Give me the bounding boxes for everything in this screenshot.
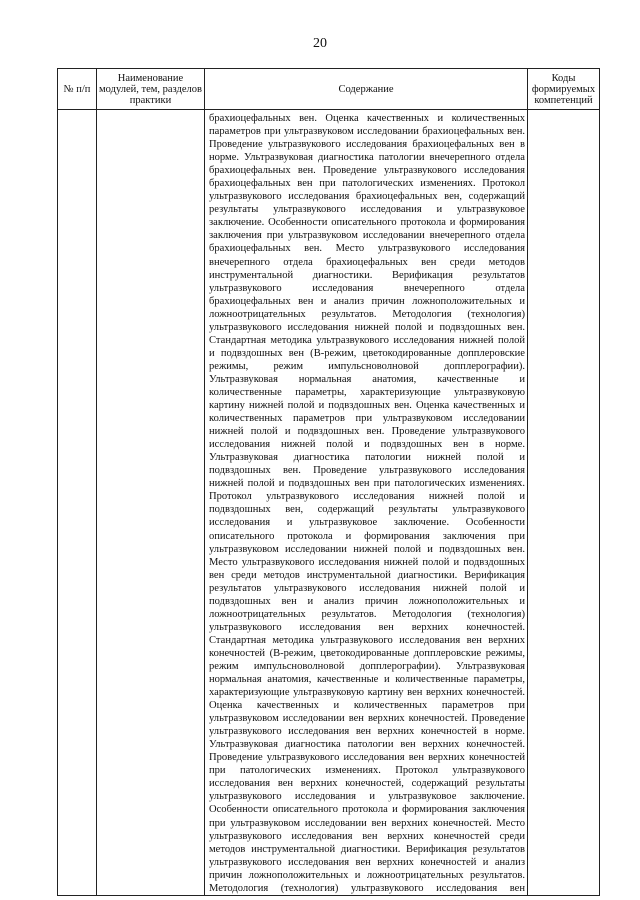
- cell-module-name: [97, 110, 205, 896]
- content-line: параметров при ультразвуковом исследовании брахиоцефальных вен.: [209, 126, 525, 138]
- content-line: подвздошных вен. Проведение ультразвукового исследования: [209, 465, 525, 477]
- content-line: Проведение ультразвукового исследования брахиоцефальных вен в: [209, 139, 525, 151]
- content-line: Ультразвуковая диагностика патологии вен верхних конечностей.: [209, 739, 525, 751]
- content-line: ультразвукового исследования и ультразвуковое заключение.: [209, 791, 525, 803]
- content-line: режим импульсноволновой допплерографии). Ультразвуковая: [209, 660, 525, 672]
- content-line: ультразвуковом исследовании нижней полой и подвздошных вен.: [209, 543, 525, 555]
- content-line: результатов ультразвукового исследования нижней полой и: [209, 582, 525, 594]
- cell-number: [58, 110, 97, 896]
- content-line: Место ультразвукового исследования нижней полой и подвздошных: [209, 556, 525, 568]
- content-line: Протокол ультразвукового исследования нижней полой и: [209, 491, 525, 503]
- content-line: ультразвукового исследования вен верхних конечностей в норме.: [209, 726, 525, 738]
- content-line: исследования и ультразвуковое заключение. Особенности: [209, 517, 525, 529]
- table-row: [58, 110, 600, 896]
- header-content: Содержание: [205, 69, 528, 110]
- content-line: при ультразвуковом исследовании вен верхних конечностей. Место: [209, 817, 525, 829]
- content-line: методов инструментальной диагностики. Верификация результатов: [209, 843, 525, 855]
- content-line: конечностей (В-режим, цветокодированные допплеровские режимы,: [209, 647, 525, 659]
- content-line: заключения при ультразвуковом исследовании внечерепного отдела: [209, 230, 525, 242]
- content-line: брахиоцефальных вен при патологических изменениях. Протокол: [209, 178, 525, 190]
- content-line: нормальная анатомия, качественные и количественные параметры,: [209, 674, 525, 686]
- content-line: ультразвукового исследования нижней полой и подвздошных вен.: [209, 321, 525, 333]
- content-line: результаты ультразвукового исследования и ультразвуковое: [209, 204, 525, 216]
- content-line: ложноотрицательных результатов. Методология (технология): [209, 308, 525, 320]
- content-line: количественные параметры, характеризующие ультразвуковую: [209, 386, 525, 398]
- content-line: количественных параметров при ультразвуковом исследовании: [209, 413, 525, 425]
- content-line: при патологических изменениях. Протокол ультразвукового: [209, 765, 525, 777]
- content-line: описательного протокола и формирования заключения при: [209, 530, 525, 542]
- content-line: брахиоцефальных вен. Оценка качественных и количественных: [209, 113, 525, 124]
- content-line: Методология (технология) ультразвукового исследования вен: [209, 882, 525, 894]
- content-line: исследования нижней полой и подвздошных вен в норме.: [209, 439, 525, 451]
- content-line: Ультразвуковая диагностика патологии нижней полой и: [209, 452, 525, 464]
- content-line: картину нижней полой и подвздошных вен. Оценка качественных и: [209, 400, 525, 412]
- content-line: ультразвуковом исследовании вен верхних конечностей. Проведение: [209, 713, 525, 725]
- content-line: инструментальной диагностики. Верификация результатов: [209, 269, 525, 281]
- content-line: подвздошных вен, содержащий результаты ультразвукового: [209, 504, 525, 516]
- content-line: брахиоцефальных вен и анализ причин ложноположительных и: [209, 295, 525, 307]
- content-line: ультразвукового исследования вен верхних конечностей.: [209, 621, 525, 633]
- page-number: 20: [313, 36, 327, 51]
- table-header-row: [58, 69, 600, 110]
- content-line: ультразвукового исследования вен верхних конечностей и анализ: [209, 856, 525, 868]
- header-module-name: Наименование модулей, тем, разделов практики: [97, 69, 205, 110]
- content-line: нижней полой и подвздошных вен при патологических изменениях.: [209, 478, 525, 490]
- content-line: Стандартная методика ультразвукового исследования нижней полой: [209, 334, 525, 346]
- content-line: Особенности описательного протокола и формирования заключения: [209, 804, 525, 816]
- cell-content: [205, 110, 528, 896]
- content-line: подвздошных вен и анализ причин ложноположительных и: [209, 595, 525, 607]
- content-line: исследования вен верхних конечностей, содержащий результаты: [209, 778, 525, 790]
- curriculum-table: [57, 68, 600, 896]
- content-line: заключение. Особенности описательного протокола и формирования: [209, 217, 525, 229]
- content-line: вен среди методов инструментальной диагностики. Верификация: [209, 569, 525, 581]
- content-line: ультразвукового исследования вен верхних конечностей среди: [209, 830, 525, 842]
- content-line: характеризующие ультразвуковую картину вен верхних конечностей.: [209, 687, 525, 699]
- content-line: брахиоцефальных вен. Проведение ультразвукового исследования: [209, 165, 525, 177]
- content-line: Оценка качественных и количественных параметров при: [209, 700, 525, 712]
- content-line: внечерепного отдела брахиоцефальных вен среди методов: [209, 256, 525, 268]
- content-line: Ультразвуковая нормальная анатомия, качественные и: [209, 373, 525, 385]
- content-line: режимы, режим импульсноволновой допплерографии).: [209, 360, 525, 372]
- content-line: нижней полой и подвздошных вен. Проведение ультразвукового: [209, 426, 525, 438]
- content-line: Стандартная методика ультразвукового исследования вен верхних: [209, 634, 525, 646]
- content-line: причин ложноположительных и ложноотрицательных результатов.: [209, 869, 525, 881]
- content-line: ультразвукового исследования брахиоцефальных вен, содержащий: [209, 191, 525, 203]
- header-number: № п/п: [58, 69, 97, 110]
- content-line: норме. Ультразвуковая диагностика патологии внечерепного отдела: [209, 152, 525, 164]
- content-line: и подвздошных вен (В-режим, цветокодированные допплеровские: [209, 347, 525, 359]
- cell-competence-codes: [528, 110, 600, 896]
- content-line: брахиоцефальных вен. Место ультразвукового исследования: [209, 243, 525, 255]
- content-line: Проведение ультразвукового исследования вен верхних конечностей: [209, 752, 525, 764]
- content-line: ложноотрицательных результатов. Методология (технология): [209, 608, 525, 620]
- header-competence-codes: Коды формируемых компетенций: [528, 69, 600, 110]
- content-line: ультразвукового исследования внечерепного отдела: [209, 282, 525, 294]
